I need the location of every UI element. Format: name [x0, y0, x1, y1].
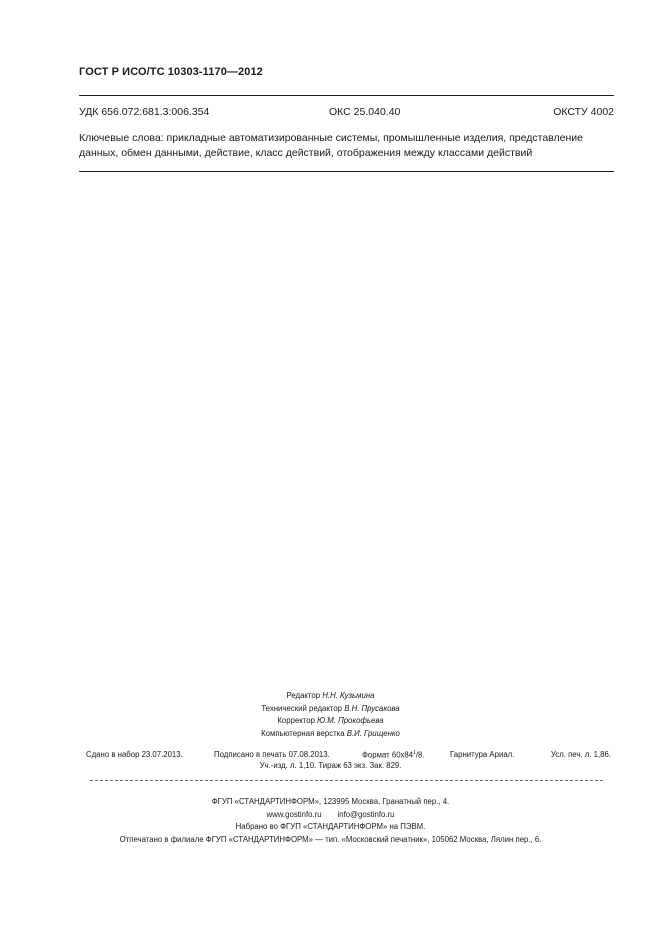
- website-link[interactable]: www.gostinfo.ru: [266, 809, 322, 819]
- tech-editor-name: В.Н. Прусакова: [344, 703, 400, 713]
- publisher-address: ФГУП «СТАНДАРТИНФОРМ», 123995 Москва, Гранатный пер., 4.: [211, 797, 450, 806]
- submitted-date: Сдано в набор 23.07.2013.: [86, 750, 183, 759]
- bottom-divider: [79, 171, 614, 172]
- print-sheets: Усл. печ. л. 1,86.: [550, 750, 611, 759]
- dashed-divider: [90, 780, 603, 781]
- typeface: Гарнитура Ариал.: [450, 750, 515, 759]
- credit-editor: Редактор Н.Н. Кузьмина: [286, 691, 375, 700]
- keywords-line-2: данных, обмен данными, действие, класс действий, отображения между классами действий: [79, 147, 533, 159]
- email-link[interactable]: info@gostinfo.ru: [337, 809, 395, 819]
- paper-format: Формат $60х84^1/8$.: [362, 750, 425, 760]
- signed-date: Подписано в печать 07.08.2013.: [214, 750, 330, 759]
- credit-corrector: Корректор Ю.М. Прокофьева: [277, 716, 384, 725]
- okstu-code: ОКСТУ 4002: [553, 106, 614, 118]
- editor-name: Н.Н. Кузьмина: [322, 691, 375, 700]
- footer-block: [0, 796, 661, 846]
- typeset-note: Набрано во ФГУП «СТАНДАРТИНФОРМ» на ПЭВМ.: [235, 822, 426, 831]
- credit-layout: Компьютерная верстка В.И. Грищенко: [261, 728, 400, 738]
- document-title: ГОСТ Р ИСО/ТС 10303-1170—2012: [79, 66, 263, 78]
- corrector-name: Ю.М. Прокофьева: [317, 716, 384, 725]
- udk-code: УДК 656.072:681.3:006.354: [79, 106, 210, 118]
- credit-tech-editor: Технический редактор В.Н. Прусакова: [261, 703, 400, 713]
- oks-code: ОКС 25.040.40: [329, 106, 401, 118]
- layout-name: В.И. Грищенко: [346, 728, 400, 738]
- top-divider: [79, 95, 614, 96]
- printed-note: Отпечатано в филиале ФГУП «СТАНДАРТИНФОРМ» — тип. «Московский печатник», 105062 Москва, Лялин пер., 6.: [119, 834, 542, 844]
- contacts: [0, 809, 661, 822]
- publication-run: Уч.-изд. л. 1,10. Тираж 63 экз. Зак. 829.: [259, 761, 402, 770]
- credits-block: [0, 690, 661, 740]
- keywords-line-1: Ключевые слова: прикладные автоматизированные системы, промышленные изделия, представление: [79, 132, 583, 144]
- keywords-block: [79, 131, 619, 161]
